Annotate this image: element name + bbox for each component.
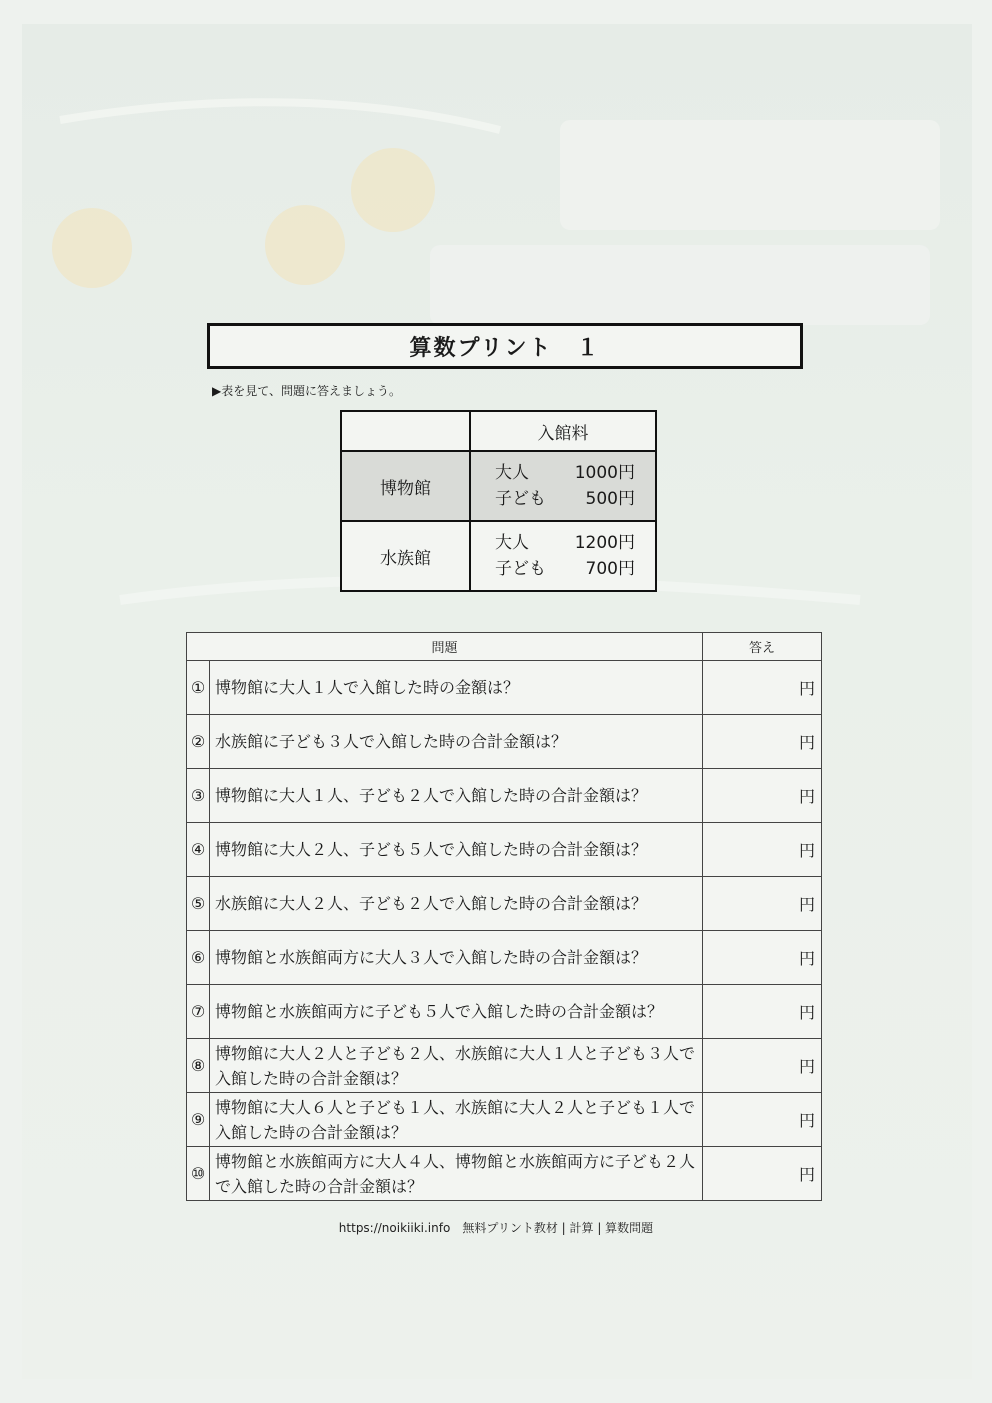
- fee-cell: [470, 451, 656, 521]
- question-number: ⑥: [187, 931, 210, 985]
- answer-unit: 円: [798, 895, 815, 914]
- fee-row-aquarium: [341, 521, 656, 591]
- answer-field[interactable]: [703, 769, 822, 823]
- question-text: 水族館に子ども３人で入館した時の合計金額は？: [210, 715, 703, 769]
- answer-unit: 円: [798, 841, 815, 860]
- question-text: 博物館に大人２人と子ども２人、水族館に大人１人と子ども３人で入館した時の合計金額は？: [210, 1039, 703, 1093]
- answer-field[interactable]: [703, 985, 822, 1039]
- adult-price: 1200円: [574, 533, 635, 553]
- answer-unit: 円: [798, 1057, 815, 1076]
- question-text: 博物館に大人１人、子ども２人で入館した時の合計金額は？: [210, 769, 703, 823]
- child-label: 子ども: [495, 559, 546, 579]
- question-text: 博物館に大人１人で入館した時の金額は？: [210, 661, 703, 715]
- footer-source: https://noikiiki.info 無料プリント教材 | 計算 | 算数問題: [338, 1221, 654, 1235]
- adult-label: 大人: [495, 463, 529, 483]
- answer-field[interactable]: [703, 1093, 822, 1147]
- question-column-header: 問題: [187, 633, 703, 661]
- answer-column-header: 答え: [703, 633, 822, 661]
- question-text: 博物館と水族館両方に大人４人、博物館と水族館両方に子ども２人で入館した時の合計金額は？: [210, 1147, 703, 1201]
- question-row: [187, 823, 822, 877]
- question-text: 博物館と水族館両方に大人３人で入館した時の合計金額は？: [210, 931, 703, 985]
- question-text: 博物館に大人６人と子ども１人、水族館に大人２人と子ども１人で入館した時の合計金額は？: [210, 1093, 703, 1147]
- answer-unit: 円: [798, 787, 815, 806]
- adult-label: 大人: [495, 533, 529, 553]
- answer-unit: 円: [798, 1165, 815, 1184]
- question-row: [187, 1093, 822, 1147]
- question-number: ⑧: [187, 1039, 210, 1093]
- question-text: 博物館と水族館両方に子ども５人で入館した時の合計金額は？: [210, 985, 703, 1039]
- question-row: [187, 985, 822, 1039]
- question-row: [187, 1039, 822, 1093]
- answer-field[interactable]: [703, 931, 822, 985]
- question-row: [187, 931, 822, 985]
- question-text: 博物館に大人２人、子ども５人で入館した時の合計金額は？: [210, 823, 703, 877]
- question-number: ④: [187, 823, 210, 877]
- answer-unit: 円: [798, 1111, 815, 1130]
- question-text: 水族館に大人２人、子ども２人で入館した時の合計金額は？: [210, 877, 703, 931]
- fee-cell: [470, 521, 656, 591]
- answer-field[interactable]: [703, 661, 822, 715]
- child-label: 子ども: [495, 489, 546, 509]
- answer-unit: 円: [798, 733, 815, 752]
- question-row: [187, 769, 822, 823]
- fee-row-museum: [341, 451, 656, 521]
- fee-table-header: 入館料: [470, 411, 656, 451]
- child-price: 500円: [585, 489, 635, 509]
- answer-unit: 円: [798, 679, 815, 698]
- adult-price: 1000円: [574, 463, 635, 483]
- question-number: ⑩: [187, 1147, 210, 1201]
- venue-name: 博物館: [341, 451, 470, 521]
- child-price: 700円: [585, 559, 635, 579]
- answer-unit: 円: [798, 1003, 815, 1022]
- answer-field[interactable]: [703, 823, 822, 877]
- question-number: ⑤: [187, 877, 210, 931]
- question-number: ⑨: [187, 1093, 210, 1147]
- answer-field[interactable]: [703, 715, 822, 769]
- fee-table-corner: [341, 411, 470, 451]
- worksheet-title: 算数プリント １: [207, 323, 803, 369]
- question-row: [187, 1147, 822, 1201]
- question-number: ①: [187, 661, 210, 715]
- instruction-text: ▶表を見て、問題に答えましょう。: [212, 384, 401, 398]
- answer-field[interactable]: [703, 877, 822, 931]
- question-row: [187, 877, 822, 931]
- answer-field[interactable]: [703, 1039, 822, 1093]
- admission-fee-table: [340, 410, 657, 592]
- question-number: ③: [187, 769, 210, 823]
- questions-table: [186, 632, 822, 1201]
- answer-field[interactable]: [703, 1147, 822, 1201]
- question-row: [187, 661, 822, 715]
- venue-name: 水族館: [341, 521, 470, 591]
- question-number: ②: [187, 715, 210, 769]
- question-row: [187, 715, 822, 769]
- answer-unit: 円: [798, 949, 815, 968]
- question-number: ⑦: [187, 985, 210, 1039]
